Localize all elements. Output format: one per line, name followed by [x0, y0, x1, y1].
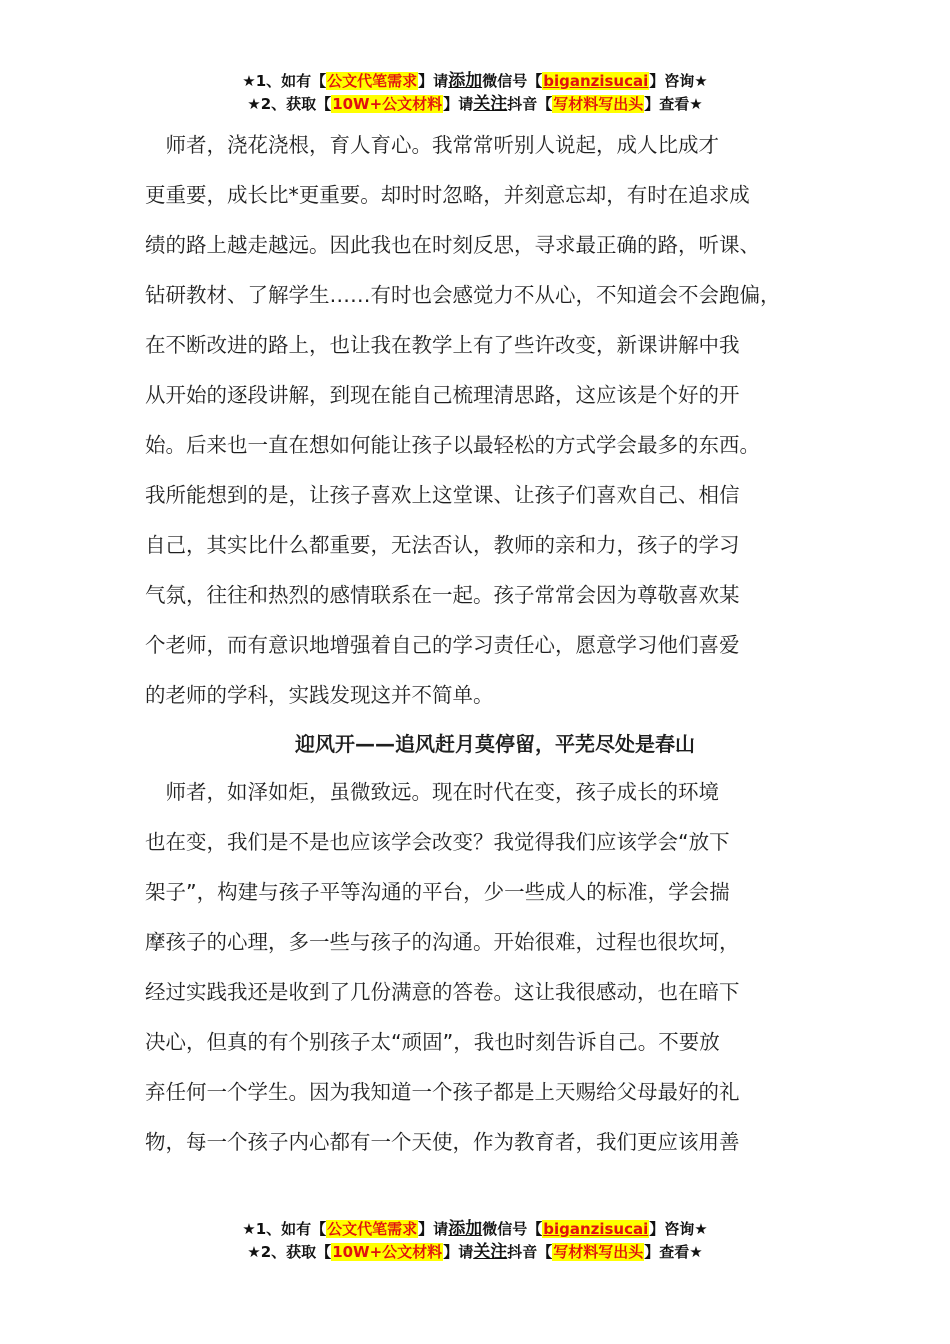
promo-text: 】查看★	[644, 95, 703, 113]
promo-wechat-id[interactable]: biganzisucai	[543, 1220, 649, 1238]
promo-text: ★1、如有【	[242, 72, 327, 90]
text-line: 绩的路上越走越远。因此我也在时刻反思，寻求最正确的路，听课、	[145, 233, 760, 257]
promo-highlight-service: 公文代笔需求	[327, 72, 418, 90]
promo-text: ★2、获取【	[247, 1243, 332, 1261]
promo-text: 】请	[418, 72, 449, 90]
text-line: 我所能想到的是，让孩子喜欢上这堂课、让孩子们喜欢自己、相信	[145, 483, 740, 507]
promo-highlight-materials: 10W+公文材料	[332, 95, 443, 113]
promo-douyin-account[interactable]: 写材料写出头	[553, 1243, 644, 1261]
text-line: 自己，其实比什么都重要，无法否认，教师的亲和力，孩子的学习	[145, 533, 740, 557]
paragraph-2	[145, 767, 825, 1167]
promo-text: ★2、获取【	[247, 95, 332, 113]
text-line: 摩孩子的心理，多一些与孩子的沟通。开始很难，过程也很坎坷，	[145, 930, 740, 954]
text-line: 师者，如泽如炬，虽微致远。现在时代在变，孩子成长的环境	[145, 780, 719, 804]
text-line: 在不断改进的路上，也让我在教学上有了些许改变，新课讲解中我	[145, 333, 740, 357]
promo-text: 微信号【	[482, 1220, 543, 1238]
promo-text: 】请	[443, 95, 474, 113]
promo-text: 微信号【	[482, 72, 543, 90]
promo-highlight-materials: 10W+公文材料	[332, 1243, 443, 1261]
text-line: 气氛，往往和热烈的感情联系在一起。孩子常常会因为尊敬喜欢某	[145, 583, 740, 607]
text-line: 师者，浇花浇根，育人育心。我常常听别人说起，成人比成才	[145, 133, 719, 157]
text-line: 从开始的逐段讲解，到现在能自己梳理清思路，这应该是个好的开	[145, 383, 740, 407]
text-line: 经过实践我还是收到了几份满意的答卷。这让我很感动，也在暗下	[145, 980, 740, 1004]
promo-text: ★1、如有【	[242, 1220, 327, 1238]
promo-emphasis: 关注	[473, 1242, 508, 1262]
promo-text: 】查看★	[644, 1243, 703, 1261]
promo-highlight-service: 公文代笔需求	[327, 1220, 418, 1238]
text-line: 钻研教材、了解学生……有时也会感觉力不从心，不知道会不会跑偏，	[145, 283, 781, 307]
promo-wechat-id[interactable]: biganzisucai	[543, 72, 649, 90]
footer-promo	[0, 1218, 950, 1264]
promo-line-1	[0, 1218, 950, 1241]
text-line: 物，每一个孩子内心都有一个天使，作为教育者，我们更应该用善	[145, 1130, 740, 1154]
text-line: 决心，但真的有个别孩子太“顽固”，我也时刻告诉自己。不要放	[145, 1030, 720, 1054]
paragraph-1	[145, 120, 825, 720]
promo-douyin-account[interactable]: 写材料写出头	[553, 95, 644, 113]
text-line: 架子”，构建与孩子平等沟通的平台，少一些成人的标准，学会揣	[145, 880, 730, 904]
promo-text: 】咨询★	[649, 1220, 708, 1238]
promo-text: 】咨询★	[649, 72, 708, 90]
text-line: 也在变，我们是不是也应该学会改变？我觉得我们应该学会“放下	[145, 830, 730, 854]
promo-text: 抖音【	[507, 95, 553, 113]
text-line: 的老师的学科，实践发现这并不简单。	[145, 683, 494, 707]
text-line: 个老师，而有意识地增强着自己的学习责任心，愿意学习他们喜爱	[145, 633, 740, 657]
promo-line-2	[0, 93, 950, 116]
header-promo	[0, 70, 950, 116]
promo-line-1	[0, 70, 950, 93]
promo-line-2	[0, 1241, 950, 1264]
promo-text: 】请	[418, 1220, 449, 1238]
promo-text: 】请	[443, 1243, 474, 1261]
section-heading: 迎风开——追风赶月莫停留，平芜尽处是春山	[295, 732, 695, 756]
text-line: 更重要，成长比*更重要。却时时忽略，并刻意忘却，有时在追求成	[145, 183, 750, 207]
promo-emphasis: 添加	[448, 1219, 483, 1239]
promo-text: 抖音【	[507, 1243, 553, 1261]
text-line: 弃任何一个学生。因为我知道一个孩子都是上天赐给父母最好的礼	[145, 1080, 740, 1104]
text-line: 始。后来也一直在想如何能让孩子以最轻松的方式学会最多的东西。	[145, 433, 760, 457]
promo-emphasis: 添加	[448, 71, 483, 91]
promo-emphasis: 关注	[473, 94, 508, 114]
